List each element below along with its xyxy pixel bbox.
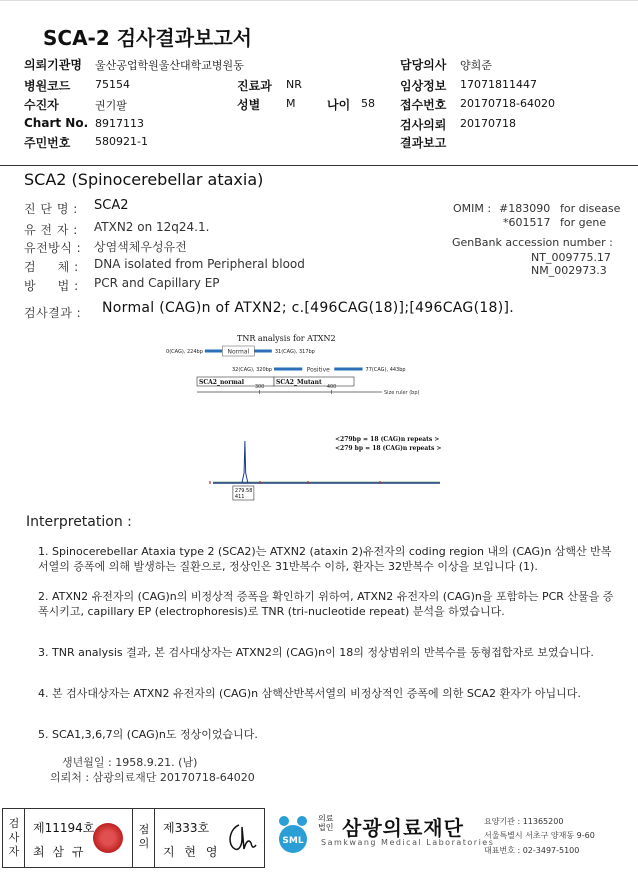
checker-signature-icon (225, 819, 259, 855)
birth-date: 생년월일 : 1958.9.21. (남) (62, 756, 198, 769)
bin-mutant-label: SCA2_Mutant (276, 379, 322, 386)
field-value-patient: 권기팔 (95, 99, 127, 112)
checker-id: 제333호 (163, 821, 210, 835)
detail-label-method: 방 법 : (24, 279, 79, 293)
field-value-request-date: 20170718 (460, 117, 516, 130)
top-rule (0, 0, 638, 1)
trace-peak (242, 441, 248, 483)
header-divider (0, 165, 638, 166)
examiner-name: 최 삼 규 (33, 845, 86, 859)
detail-label-specimen: 검 체 : (24, 260, 79, 274)
detail-label-inheritance: 유전방식 : (24, 241, 82, 255)
org-phone: 대표번호 : 02-3497-5100 (484, 846, 580, 855)
genbank-label: GenBank accession number : (452, 236, 613, 249)
field-value-resident-no: 580921-1 (95, 135, 148, 148)
sml-logo-text: SML (282, 836, 304, 846)
org-name: 삼광의료재단 (342, 816, 464, 840)
checker-label: 점의 (138, 823, 150, 850)
field-value-hospital-code: 75154 (95, 78, 130, 91)
interpretation-paragraph-4: 4. 본 검사대상자는 ATXN2 유전자의 (CAG)n 삼핵산반복서열의 비정상적인 증폭에 의한 SCA2 환자가 아닙니다. (38, 687, 581, 700)
field-value-doctor: 양희준 (460, 59, 492, 72)
tnr-chart (140, 328, 450, 506)
peak-label-height: 411 (234, 494, 245, 500)
signature-box (2, 808, 265, 868)
peak-label-size: 279.58 (234, 488, 253, 494)
omim-disease-note: for disease (560, 202, 621, 215)
requester: 의뢰처 : 삼광의료재단 20170718-64020 (50, 771, 255, 784)
range-right-label-1: 77(CAG), 443bp (365, 367, 406, 373)
examiner-cell (25, 809, 133, 867)
field-value-reception-no: 20170718-64020 (460, 97, 555, 110)
ruler-tick-label-300: 300 (254, 384, 265, 390)
detail-value-specimen: DNA isolated from Peripheral blood (94, 257, 305, 271)
detail-value-diagnosis: SCA2 (94, 198, 129, 213)
repeat-annotation-0: <279bp = 18 (CAG)n repeats > (335, 436, 440, 443)
field-label-sex: 성별 (237, 98, 261, 112)
field-label-request-date: 검사의뢰 (400, 118, 447, 132)
detail-value-inheritance: 상염색체우성유전 (94, 240, 187, 254)
omim-label: OMIM : (453, 202, 492, 215)
field-label-hospital-code: 병원코드 (24, 79, 71, 93)
result-label: 검사결과 : (24, 306, 82, 320)
interpretation-title: Interpretation : (26, 514, 132, 530)
org-address: 서울특별시 서초구 양재동 9-60 (484, 831, 595, 840)
org-prefix-2: 법인 (318, 823, 334, 832)
interpretation-paragraph-2: 2. ATXN2 유전자의 (CAG)n의 비정상적 증폭을 확인하기 위하여, ATXN2 유전자의 (CAG)n을 포함하는 PCR 산물을 증폭시키고, capillary EP (electrophoresis)로 TNR (tri-nucleotide repeat) 분석을 하였습니다. (38, 590, 614, 618)
x-axis-label: Size ruler (bp) (384, 390, 420, 396)
checker-name: 지 현 영 (163, 845, 221, 859)
repeat-annotation-1: <279 bp = 18 (CAG)n repeats > (335, 445, 442, 452)
omim-gene-id: *601517 (503, 216, 551, 229)
field-value-chart-no: 8917113 (95, 117, 144, 130)
result-value: Normal (CAG)n of ATXN2; c.[496CAG(18)];[496CAG(18)]. (102, 300, 515, 316)
field-value-sex: M (286, 97, 296, 110)
detail-value-method: PCR and Capillary EP (94, 276, 220, 290)
field-label-chart-no: Chart No. (24, 116, 89, 130)
detail-value-gene: ATXN2 on 12q24.1. (94, 220, 210, 234)
genbank-accession-1: NT_009775.17 (531, 251, 611, 264)
range-left-label-0: 0(CAG), 224bp (166, 349, 203, 355)
field-label-report-date: 결과보고 (400, 136, 447, 150)
field-label-institution: 의뢰기관명 (24, 58, 82, 72)
genbank-accession-2: NM_002973.3 (531, 264, 607, 277)
range-name-normal: Normal (227, 348, 250, 356)
field-label-reception-no: 접수번호 (400, 98, 447, 112)
interpretation-paragraph-3: 3. TNR analysis 결과, 본 검사대상자는 ATXN2의 (CAG)n이 18의 정상범위의 반복수를 동형접합자로 보였습니다. (38, 646, 594, 659)
range-right-label-0: 31(CAG), 317bp (274, 349, 315, 355)
examiner-seal (93, 823, 123, 853)
checker-cell (155, 809, 265, 867)
field-label-department: 진료과 (237, 79, 272, 93)
detail-label-gene: 유 전 자 : (24, 223, 78, 237)
chart-title: TNR analysis for ATXN2 (237, 334, 336, 343)
detail-label-diagnosis: 진 단 명 : (24, 202, 78, 216)
checker-label-cell (133, 809, 155, 867)
field-label-clinical-info: 임상정보 (400, 79, 447, 93)
examiner-id: 제11194호 (33, 821, 95, 835)
org-english-name: Samkwang Medical Laboratories (321, 838, 495, 847)
range-name-positive: Positive (306, 366, 330, 374)
field-label-patient: 수진자 (24, 98, 59, 112)
field-label-resident-no: 주민번호 (24, 136, 71, 150)
field-label-age: 나이 (327, 98, 351, 112)
omim-gene-note: for gene (560, 216, 607, 229)
field-value-age: 58 (361, 97, 375, 110)
field-label-doctor: 담당의사 (400, 58, 447, 72)
org-prefix-1: 의료 (318, 814, 334, 823)
range-left-label-1: 32(CAG), 320bp (231, 367, 272, 373)
interpretation-paragraph-5: 5. SCA1,3,6,7의 (CAG)n도 정상이었습니다. (38, 728, 258, 741)
org-code: 요양기관 : 11365200 (484, 817, 564, 826)
examiner-label: 검사자 (8, 817, 20, 858)
interpretation-paragraph-1: 1. Spinocerebellar Ataxia type 2 (SCA2)는 ATXN2 (ataxin 2)유전자의 coding region 내의 (CAG)n 삼핵산 반복서열의 증폭에 의해 발생하는 질환으로, 정상인은 31반복수 이하, 환자는 32반복수 이상을 보입니다 (1). (38, 545, 612, 573)
section-title: SCA2 (Spinocerebellar ataxia) (24, 170, 264, 189)
field-value-institution: 울산공업학원울산대학교병원동 (95, 59, 244, 72)
field-value-clinical-info: 17071811447 (460, 78, 537, 91)
omim-disease-id: #183090 (499, 202, 551, 215)
report-title: SCA-2 검사결과보고서 (43, 26, 252, 50)
ruler-tick-label-400: 400 (326, 384, 337, 390)
sml-logo-icon (272, 812, 314, 854)
bin-normal-label: SCA2_normal (199, 379, 244, 386)
examiner-label-cell (3, 809, 25, 867)
field-value-department: NR (286, 78, 302, 91)
